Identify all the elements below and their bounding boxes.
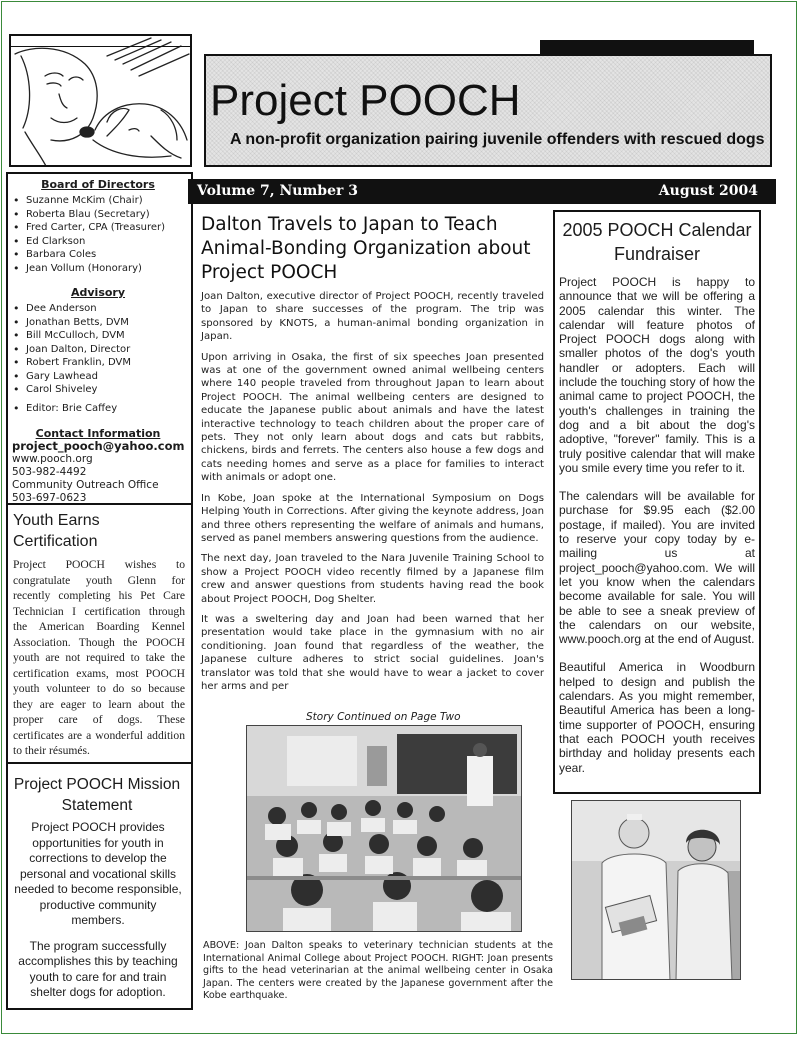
sidebar-divider xyxy=(6,762,193,764)
newsletter-title: Project POOCH xyxy=(210,76,521,125)
gift-photo-icon xyxy=(572,801,741,980)
list-item: • Joan Dalton, Director xyxy=(12,343,184,357)
list-item: • Gary Lawhead xyxy=(12,370,184,384)
youth-heading: Youth Earns Certification xyxy=(13,512,100,550)
contact-info xyxy=(12,427,184,505)
list-item: • Jonathan Betts, DVM xyxy=(12,316,184,330)
list-item: • Jean Vollum (Honorary) xyxy=(12,262,184,276)
board-list xyxy=(12,194,184,275)
board-of-directors xyxy=(12,178,184,275)
classroom-photo xyxy=(246,725,522,932)
calendar-body xyxy=(559,275,755,789)
list-item: • Ed Clarkson xyxy=(12,235,184,249)
list-item: • Bill McCulloch, DVM xyxy=(12,329,184,343)
mission-paragraph: Project POOCH provides opportunities for youth in corrections to develop the personal and vocational skills needed to become responsible, productive community members. xyxy=(14,820,182,927)
list-item: • Roberta Blau (Secretary) xyxy=(12,208,184,222)
editor-credit: • Editor: Brie Caffey xyxy=(12,402,184,416)
advisory-list xyxy=(12,302,184,397)
board-heading: Board of Directors xyxy=(41,178,155,191)
contact-office-label: Community Outreach Office xyxy=(12,479,159,491)
sidebar-divider xyxy=(6,503,193,505)
contact-email-link[interactable]: project_pooch@yahoo.com xyxy=(12,439,185,453)
article-paragraph: In Kobe, Joan spoke at the International Symposium on Dogs Helping Youth in Corrections. After giving the keynote address, Joan and three others representing the welfare of animals and humans, served as panel members answering questions from the audience. xyxy=(201,492,544,544)
editor-list xyxy=(12,402,184,416)
issue-bar xyxy=(188,179,776,204)
calendar-paragraph: Beautiful America in Woodburn helped to design and publish the calendars. As you might remember, Beautiful America has been a long-time supporter of POOCH, ensuring that each POOCH youth receives birthday and holiday presents each year. xyxy=(559,660,755,775)
article-paragraph: The next day, Joan traveled to the Nara Juvenile Training School to show a Project POOCH video recently filmed by a Japanese film crew and answer questions from students having read the book about Project POOCH, Dog Shelter. xyxy=(201,553,544,605)
classroom-photo-icon xyxy=(247,726,522,932)
contact-phone: 503-982-4492 xyxy=(12,466,87,478)
list-item: • Dee Anderson xyxy=(12,302,184,316)
list-item: • Suzanne McKim (Chair) xyxy=(12,194,184,208)
advisory-board xyxy=(12,286,184,415)
list-item: • Robert Franklin, DVM xyxy=(12,356,184,370)
masthead-illustration xyxy=(9,34,192,167)
person-and-dog-sketch-icon xyxy=(11,36,192,167)
mission-heading: Project POOCH Mission Statement xyxy=(13,776,181,814)
youth-body: Project POOCH wishes to congratulate youth Glenn for recently completing his Pet Care Technician I certification through the American Boarding Kennel Association. Though the POOCH youth are not required to take the certification exams, most POOCH youth volunteer to do so because they are eager to learn about the proper care of dogs. These certificates are a wonderful addition to their résumés. xyxy=(13,558,185,757)
photo-caption: ABOVE: Joan Dalton speaks to veterinary technician students at the International Animal College about Project POOCH. RIGHT: Joan presents gifts to the head veterinarian at the animal wellbeing center in Osaka Japan. The centers were created by the Japanese government after the Kobe earthquake. xyxy=(203,940,553,1001)
article-headline: Dalton Travels to Japan to Teach Animal-Bonding Organization about Project POOCH xyxy=(201,214,531,283)
newsletter-tagline: A non-profit organization pairing juvenile offenders with rescued dogs xyxy=(230,131,765,148)
mission-paragraph: The program successfully accomplishes this by teaching youth to care for and train shelter dogs for adoption. xyxy=(18,938,178,999)
list-item: • Barbara Coles xyxy=(12,248,184,262)
issue-date: August 2004 xyxy=(658,183,758,199)
list-item: • Carol Shiveley xyxy=(12,383,184,397)
contact-office-phone: 503-697-0623 xyxy=(12,492,87,504)
contact-heading: Contact Information xyxy=(35,427,161,440)
calendar-heading: 2005 POOCH Calendar Fundraiser xyxy=(562,220,752,264)
mission-statement xyxy=(14,820,182,1011)
list-item: • Fred Carter, CPA (Treasurer) xyxy=(12,221,184,235)
article-paragraph: It was a sweltering day and Joan had been warned that her presentation would take place in the gymnasium with no air conditioning. Joan found that regardless of the weather, the Japanese culture adheres to strict social guidelines. Joan's translator was told that she would have to wear a jacket to cover her arms and per xyxy=(201,613,544,692)
issue-volume: Volume 7, Number 3 xyxy=(197,183,358,199)
article-paragraph: Upon arriving in Osaka, the first of six speeches Joan presented was at one of the government owned animal wellbeing centers where 140 people traveled from throughout Japan to learn about Project POOCH. The animal wellbeing centers are designed to educate the Japanese public about animals and have the latest interactive technology to teach children about the proper care of pets. They not only learn about dogs and cats but rabbits, chickens, birds and ferrets. The centers also house a few dogs and cats needing homes and serve as a place for families to interact with animals or adopt one. xyxy=(201,351,544,484)
calendar-paragraph: Project POOCH is happy to announce that we will be offering a 2005 calendar this winter. The calendar will feature photos of Project POOCH dogs along with smaller photos of the dog's youth handler or adopters. Each will include the touching story of how the animal came to project POOCH, the youth's challenges in training the dog and a bit about the dog's adoptive, "forever" family. This is a truly positive calendar that will make you smile every time you refer to it. xyxy=(559,275,755,475)
calendar-paragraph: The calendars will be available for purchase for $9.95 each ($2.00 postage, if mailed). You are invited to reserve your copy today by e-mailing us at project_pooch@yahoo.com. We will let you know when the calendars become available for sale. You will be able to see a sneak preview of the calendars on our website, www.pooch.org at the end of August. xyxy=(559,489,755,647)
contact-website-link[interactable]: www.pooch.org xyxy=(12,453,93,465)
gift-presentation-photo xyxy=(571,800,741,980)
advisory-heading: Advisory xyxy=(70,286,126,299)
story-continued-note: Story Continued on Page Two xyxy=(306,711,461,723)
article-paragraph: Joan Dalton, executive director of Project POOCH, recently traveled to Japan to share successes of the program. The trip was sponsored by KNOTS, a human-animal bonding organization in Japan. xyxy=(201,291,544,343)
article-body xyxy=(201,290,544,700)
